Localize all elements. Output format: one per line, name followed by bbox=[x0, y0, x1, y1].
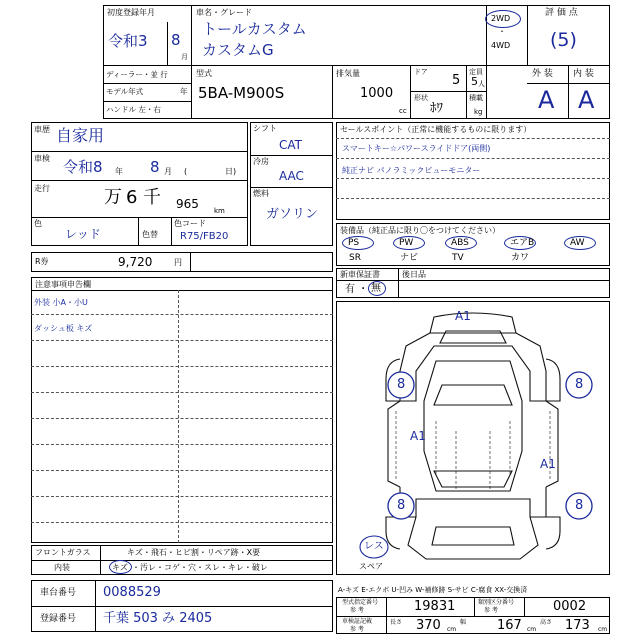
capacity-value: 5 bbox=[471, 75, 478, 88]
height-label: 高さ bbox=[540, 619, 553, 626]
notes-rule bbox=[31, 366, 333, 367]
equipment-item: SR bbox=[349, 253, 361, 263]
length-label: 長さ bbox=[390, 619, 403, 626]
equipment-item: PS bbox=[348, 238, 360, 248]
equipment-item: ABS bbox=[451, 238, 469, 248]
equipment-item: カワ bbox=[511, 253, 530, 263]
name-grade-label: 車名・グレード bbox=[196, 8, 252, 17]
car-diagram bbox=[336, 301, 610, 575]
inspection-month: 8 bbox=[150, 158, 160, 176]
spare-label: スペア bbox=[359, 562, 383, 571]
color-label: 色 bbox=[34, 219, 42, 228]
type-label: 型式 bbox=[196, 69, 212, 78]
sales-label: セールスポイント（正常に機能するものに限ります） bbox=[340, 125, 532, 134]
interior-row-label: 内装 bbox=[54, 563, 70, 572]
color-change-label: 色替 bbox=[142, 230, 158, 239]
width-value: 167 bbox=[497, 618, 522, 633]
usage-value: 自家用 bbox=[56, 126, 105, 145]
notes-line2: ダッシュ板 キズ bbox=[34, 324, 93, 333]
recall-label: 後日品 bbox=[402, 270, 426, 279]
shape-label: 形状 bbox=[414, 94, 428, 102]
mileage-rest: 965 bbox=[176, 197, 199, 211]
length-unit: cm bbox=[447, 626, 457, 633]
spare-note: レス bbox=[364, 541, 384, 552]
notes-rule bbox=[31, 418, 333, 419]
door-label: ドア bbox=[414, 68, 428, 76]
windshield-label: フロントガラス bbox=[35, 548, 91, 557]
shift-label: シフト bbox=[253, 124, 277, 133]
width-unit: cm bbox=[527, 626, 537, 633]
model-year-label: モデル年式 bbox=[106, 87, 144, 96]
equipment-item: AW bbox=[570, 238, 585, 248]
drive-dot: ・ bbox=[498, 27, 506, 36]
shape-value: ﾎﾜ bbox=[430, 101, 443, 116]
mark-rear-left-tire: 8 bbox=[397, 498, 406, 513]
interior-rest: ・汚レ・コゲ・穴・スレ・キレ・破レ bbox=[132, 563, 268, 572]
mark-left-side-a1: A1 bbox=[410, 429, 426, 443]
notes-frame bbox=[31, 277, 333, 543]
drive-4wd: 4WD bbox=[491, 41, 511, 50]
type-cert-value: 19831 bbox=[414, 599, 456, 614]
mark-right-side-a1: A1 bbox=[540, 457, 556, 471]
inspection-era: 令和8 bbox=[63, 158, 103, 176]
color-code-value: R75/FB20 bbox=[180, 231, 229, 242]
dims-sub: 参 考 bbox=[350, 626, 364, 633]
sales-line2: 純正ナビ パノラミックビューモニター bbox=[342, 166, 481, 175]
plate-value: 千葉 503 み 2405 bbox=[103, 611, 213, 626]
class-value: 0002 bbox=[553, 599, 587, 614]
day-open: ( bbox=[184, 167, 188, 176]
first-reg-month: 8 bbox=[171, 31, 181, 49]
inspection-label: 車検 bbox=[34, 154, 50, 163]
mileage-label: 走行 bbox=[34, 184, 50, 193]
recycle-value: 9,720 bbox=[118, 255, 153, 269]
mark-front-a1: A1 bbox=[455, 309, 471, 323]
usage-label: 車歴 bbox=[34, 125, 50, 134]
type-cert-label: 型式指定番号 bbox=[342, 599, 379, 606]
year-unit: 年 bbox=[180, 87, 188, 96]
fuel-label: 燃料 bbox=[253, 189, 269, 198]
km-unit: km bbox=[214, 207, 225, 215]
type-cert-sub: 参 考 bbox=[350, 607, 364, 614]
width-label: 幅 bbox=[460, 619, 467, 626]
inspection-year-unit: 年 bbox=[115, 167, 123, 176]
recycle-frame bbox=[31, 252, 333, 272]
notes-label: 注意事項申告欄 bbox=[35, 280, 91, 289]
displacement-value: 1000 bbox=[360, 86, 394, 101]
day-unit: 日) bbox=[225, 167, 237, 176]
exterior-label: 外 装 bbox=[532, 69, 553, 79]
mark-rear-right-tire: 8 bbox=[575, 498, 584, 513]
cc-unit: cc bbox=[399, 107, 407, 115]
door-value: 5 bbox=[452, 73, 461, 88]
inspection-month-unit: 月 bbox=[164, 167, 172, 176]
color-code-label: 色コード bbox=[174, 219, 206, 228]
notes-rule bbox=[31, 522, 333, 523]
dealer-label: ディーラー・並 行 bbox=[106, 70, 168, 79]
equipment-item: エアB bbox=[510, 238, 535, 248]
handle-label: ハンドル 左・右 bbox=[106, 105, 161, 114]
warranty-label: 新車保証書 bbox=[340, 270, 380, 279]
recycle-unit: 円 bbox=[174, 258, 182, 267]
class-sub: 参 考 bbox=[484, 607, 498, 614]
windshield-value: キズ・飛石・ヒビ割・リペア跡・X要 bbox=[127, 548, 261, 557]
fuel-value: ガソリン bbox=[266, 207, 319, 222]
recycle-label: R券 bbox=[35, 257, 49, 266]
interior-grade: A bbox=[578, 86, 595, 114]
vin-value: 0088529 bbox=[103, 585, 161, 600]
car-name-line1: トールカスタム bbox=[202, 20, 307, 38]
mileage-man: 万 bbox=[104, 187, 122, 208]
exterior-grade: A bbox=[538, 86, 555, 114]
height-unit: cm bbox=[598, 626, 608, 633]
drive-2wd: 2WD bbox=[491, 14, 511, 23]
first-reg-label: 初度登録年月 bbox=[107, 8, 155, 17]
notes-line1: 外装 小A・小U bbox=[34, 298, 88, 307]
notes-rule bbox=[31, 314, 333, 315]
load-label: 積載 bbox=[469, 94, 483, 102]
person-unit: 人 bbox=[478, 80, 485, 88]
first-reg-era: 令和3 bbox=[108, 32, 148, 50]
mark-front-right-tire: 8 bbox=[575, 377, 584, 392]
equipment-item: TV bbox=[452, 253, 464, 263]
class-label: 類別区分番号 bbox=[478, 599, 515, 606]
displacement-label: 排気量 bbox=[336, 69, 360, 78]
warranty-none: 無 bbox=[371, 283, 381, 294]
interior-scratch: キズ bbox=[112, 563, 128, 572]
length-value: 370 bbox=[416, 618, 441, 633]
equipment-item: ナビ bbox=[400, 253, 419, 263]
equipment-label: 装備品（純正品に限り〇をつけてください） bbox=[340, 226, 500, 235]
eval-score: (5) bbox=[550, 29, 577, 51]
month-unit: 月 bbox=[181, 53, 188, 61]
notes-rule bbox=[31, 340, 333, 341]
warranty-options: 有 ・ bbox=[345, 284, 369, 295]
notes-rule bbox=[31, 470, 333, 471]
notes-rule bbox=[31, 444, 333, 445]
dims-label: 車検証記載 bbox=[342, 618, 373, 625]
mileage-sen-digit: 6 bbox=[126, 187, 138, 208]
notes-rule bbox=[31, 496, 333, 497]
shift-value: CAT bbox=[279, 138, 302, 152]
color-value: レッド bbox=[65, 227, 101, 241]
vin-label: 車台番号 bbox=[40, 588, 77, 598]
interior-label: 内 装 bbox=[573, 69, 594, 79]
damage-legend: A-キズ E-エクボ U-凹み W-補修跡 S-サビ C-腐食 XX-交換済 bbox=[338, 586, 528, 594]
mark-front-left-tire: 8 bbox=[397, 377, 406, 392]
equipment-item: PW bbox=[399, 238, 414, 248]
aircon-value: AAC bbox=[279, 169, 304, 183]
mileage-sen: 千 bbox=[143, 187, 161, 208]
capacity-label: 定員 bbox=[469, 68, 483, 76]
sales-line1: スマートキー☆パワースライドドア(両側) bbox=[342, 144, 491, 153]
aircon-label: 冷房 bbox=[253, 157, 269, 166]
type-value: 5BA-M900S bbox=[198, 84, 285, 102]
car-name-line2: カスタムG bbox=[202, 41, 274, 59]
height-value: 173 bbox=[565, 618, 590, 633]
kg-unit: kg bbox=[474, 108, 483, 116]
plate-label: 登録番号 bbox=[40, 614, 77, 624]
eval-label: 評 価 点 bbox=[545, 8, 578, 18]
notes-rule bbox=[31, 392, 333, 393]
